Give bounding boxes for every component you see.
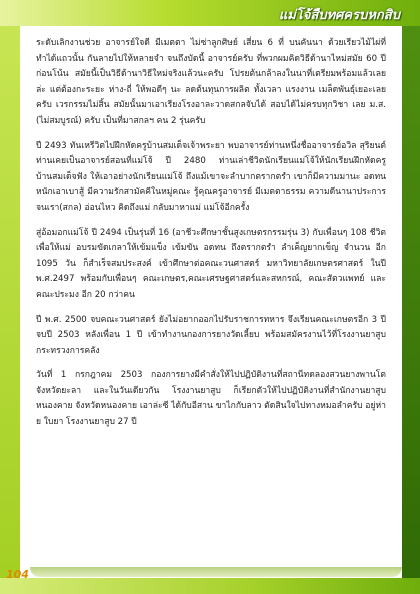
paragraph: สู่อ้อมอกแม่โจ้ ปี 2494 เป็นรุ่นที่ 16 (อาชีวะศึกษาชั้นสูงเกษตรกรรมรุ่น 3) กับเพื่อนๆ 108 ชีวิต เพื่อให้แม่ อบรมขัดเกลาให้เข้มแข็ง เข้มขัน อดทน ถึงตรากตรำ ลำเค็ญยากเข็ญ จำนวน อีก 1095 วัน ก็สำเร็จสมประสงค์ เข้าศึกษาต่อคณะวนศาสตร์ มหาวิทยาลัยเกษตรศาสตร์ ในปี พ.ศ.2497 พร้อมกับเพื่อนๆ คณะเกษตร,คณะเศรษฐศาสตร์และสหกรณ์, คณะสัตวแพทย์ และคณะประมง อีก 20 กว่าคน [36, 227, 386, 300]
body-text [36, 36, 386, 440]
page-card-shadow [30, 567, 402, 577]
footer-bar [0, 578, 420, 594]
page-number: 104 [6, 568, 29, 581]
paragraph: ปี 2493 ทันเหรีวิตไปฝึกหัดครูบ้านสมเด็จเจ้าพระยา พบอาจารย์ท่านหนึ่งชื่ออาจารย์อวิล สุริยนต์ ท่านเคยเป็นอาจารย์สอนที่แม่โจ้ ปี 2480 ท่านเล่าชีวิตนักเรียนแม่โจ้ให้นักเรียนฝึกหัดครูบ้านสมเด็จฟัง ให้เอาอย่างนักเรียนแม่โจ้ ถึงแม้เขาจะลำบากตรากตรำ เขาก็มีความมานะ อดทน หนักเอาเบาสู้ มีความรักสามัคคีในหมู่คณะ รู้คุณครูอาจารย์ มีเมตตาธรรม ความดีนานาประการ จนเรา(สกล) อ่อนไหว คิดถึงแม่ กลับมาหาแม่ แม่โจ้อีกครั้ง [36, 140, 386, 213]
left-decorative-strip [0, 26, 20, 588]
paragraph: วันที่ 1 กรกฎาคม 2503 กองการยางมีคำสั่งให้ไปปฏิบัติงานที่สถานีทดลองสวนยางพานโต จังหวัดยะลา และในวันเดียวกัน โรงงานยาสูบ ก็เรียกตัวให้ไปปฏิบัติงานที่สำนักงานยาสูบหนองคาย จังหวัดหนองคาย เอาล่ะซี ได้กับอีสาน ขาไกกับลาว ตัดสินใจไปทางหมอลำครับ อยู่ห่าย ใบยา โรงงานยาสูบ 27 ปี [36, 370, 386, 428]
paragraph: ปี พ.ศ. 2500 จบคณะวนศาสตร์ ยังไม่อยากออกไปรับราชการทหาร จึงเรียนคณะเกษตรอีก 3 ปี จบปี 2503 หลังเพื่อน 1 ปี เข้าทำงานกองการยางวัดเลี้ยบ พร้อมสมัครงานไว้ที่โรงงานยาสูบ กระทรวงการคลัง [36, 314, 386, 356]
header-bar [0, 0, 420, 26]
paragraph: ระดับเลิกงานช่วย อาจารย์ใจดี มีเมตตา ไม่ซ่าลูกศิษย์ เสี่ยน 6 ที่ บนคันนา ด้วยเรียวไม้ไผ่ที่ทำได้แถวนั้น กันลายไปให้หลายจำ จนถึงบัดนี้ อาจารย์ครับ ที่พวกผมคิดวิธีด้านาไหม่สมัย 60 ปีก่อนโน้น สมัยนี้เป็นวิธีด้านาวิธีใหม่จริงแล้วนะครับ โปรยต้นกล้าลงในนาที่เตรียมพร้อมแล้วเลยล่ะ แต่ต้องกะระยะ ห่าง-ถี่ ให้พอดีๆ นะ ลดต้นทุนการผลิต ทั้งเวลา แรงงาน เมล็ดพันธุ์เยอะเลยครับ เวรกรรมไม่สิ้น สมัยนั้นมาเอาเรียงโรงอาละวาดสกลจับได้ สอบได้ไม่ครบทุกวิชา เลย ม.ส. (ไม่สมบูรณ์) ครับ เป็นที่มาสกลฯ คน 2 รุ่นครับ [36, 38, 386, 126]
right-decorative-strip [402, 26, 420, 588]
page-title: แม่โจ้สืบทศครบหกสิบ [278, 8, 400, 23]
